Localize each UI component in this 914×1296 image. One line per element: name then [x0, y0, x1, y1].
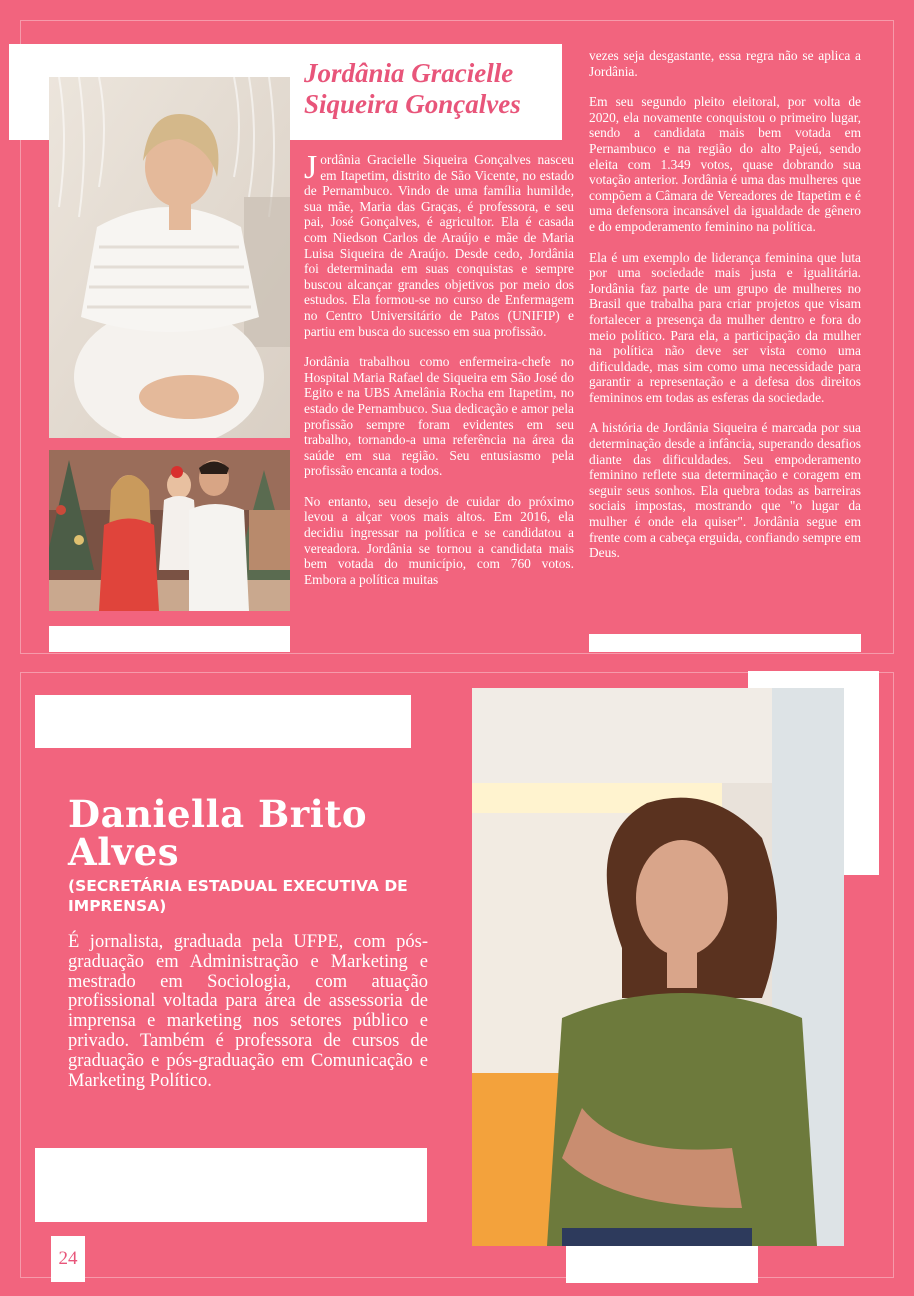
article1-paragraph-3: No entanto, seu desejo de cuidar do próximo levou a alçar voos mais altos. Em 2016, ela decidiu ingressar na política e se candidatou a vereadora. Jordânia se tornou a candidata mais bem votada do município, com 760 votos. Embora a política muitas [304, 493, 574, 587]
article-title [304, 58, 564, 120]
article1-paragraph-1-text: ordânia Gracielle Siqueira Gonçalves nasceu em Itapetim, distrito de São Vicente, no estado de Pernambuco. Vindo de uma família humilde, sua mãe, Maria das Graças, é professora, e seu pai, José Gonçalves, é agricultor. Ela é casada com Niedson Carlos de Araújo e mãe de Maria Luisa Siqueira de Araújo. Desde cedo, Jordânia foi determinada em suas conquistas e sempre buscou alcançar grandes objetivos por meio dos estudos. Ela formou-se no curso de Enfermagem no Centro Universitário de Patos (UNIFIP) e partiu em busca do sucesso em sua profissão. [304, 152, 574, 339]
column1-bottom-bar [49, 626, 290, 652]
portrait-photo-daniella [472, 688, 844, 1246]
article1-paragraph-6: Ela é um exemplo de liderança feminina que luta por uma sociedade mais justa e igualitária. Jordânia faz parte de um grupo de mulheres no Brasil que trabalha para criar projetos que visam fortalecer a presença da mulher dentro e fora do meio político. Para ela, a participação da mulher na política não deve ser vista como uma dificuldade, mas sim como uma necessidade para garantir a representação e a defesa dos direitos femininos em todas as esferas da sociedade. [589, 249, 861, 405]
article1-paragraph-1 [304, 149, 574, 339]
article1-paragraph-4: vezes seja desgastante, essa regra não se aplica a Jordânia. [589, 48, 861, 79]
article1-paragraph-7: A história de Jordânia Siqueira é marcada por sua determinação desde a infância, superando desafios diante das dificuldades. Seu empoderamento feminino reflete sua determinação e coragem em seguir seus sonhos. Ela quebra todas as barreiras sociais impostas, mostrando que "o lugar da mulher é onde ela quiser". Jordânia segue em frente com a cabeça erguida, confiando sempre em Deus. [589, 420, 861, 561]
profile-role [68, 876, 438, 916]
profile-name-line2: Alves [68, 830, 180, 874]
page-number: 24 [51, 1236, 85, 1282]
profile-bio: É jornalista, graduada pela UFPE, com pós-graduação em Administração e Marketing e mestrado em Sociologia, com atuação profissional voltada para área de assessoria de imprensa e marketing nos setores público e privado. Também é professora de cursos de graduação e pós-graduação em Comunicação e Marketing Político. [68, 932, 428, 1091]
article-title-line1: Jordânia Gracielle [304, 58, 514, 88]
portrait-photo-jordania [49, 77, 290, 438]
header-bar-bottom-section [35, 695, 411, 748]
drop-cap: J [304, 149, 318, 186]
profile-name-line1: Daniella Brito [68, 792, 368, 836]
article1-column2 [589, 48, 861, 576]
article1-paragraph-5: Em seu segundo pleito eleitoral, por volta de 2020, ela novamente conquistou o primeiro lugar, sendo a candidata mais bem votada em Pernambuco e na região do alto Pajeú, sendo eleita com 1.349 votos, quase dobrando sua votação anterior. Jordânia é uma das mulheres que compõem a Câmara de Vereadores de Itapetim e é uma defensora incansável da igualdade de gênero e do empoderamento feminino na política. [589, 94, 861, 234]
article1-column1 [304, 149, 574, 602]
profile-name [68, 792, 428, 874]
photo-bottom-bar [566, 1240, 758, 1283]
article-title-line2: Siqueira Gonçalves [304, 89, 521, 119]
footer-bar-bottom-section [35, 1148, 427, 1222]
column3-bottom-bar [589, 634, 861, 652]
family-photo-jordania [49, 450, 290, 611]
article1-paragraph-2: Jordânia trabalhou como enfermeira-chefe no Hospital Maria Rafael de Siqueira em São José do Egito e na UBS Amelânia Rocha em Itapetim, no estado de Pernambuco. Sua dedicação e amor pela profissão sempre foram evidentes em seu trabalho, tornando-a uma referência na área da saúde em sua região. Seu entusiasmo pela profissão encanta a todos. [304, 354, 574, 479]
profile-role-line1: (SECRETÁRIA ESTADUAL EXECUTIVA DE [68, 877, 408, 895]
profile-role-line2: IMPRENSA) [68, 897, 167, 915]
